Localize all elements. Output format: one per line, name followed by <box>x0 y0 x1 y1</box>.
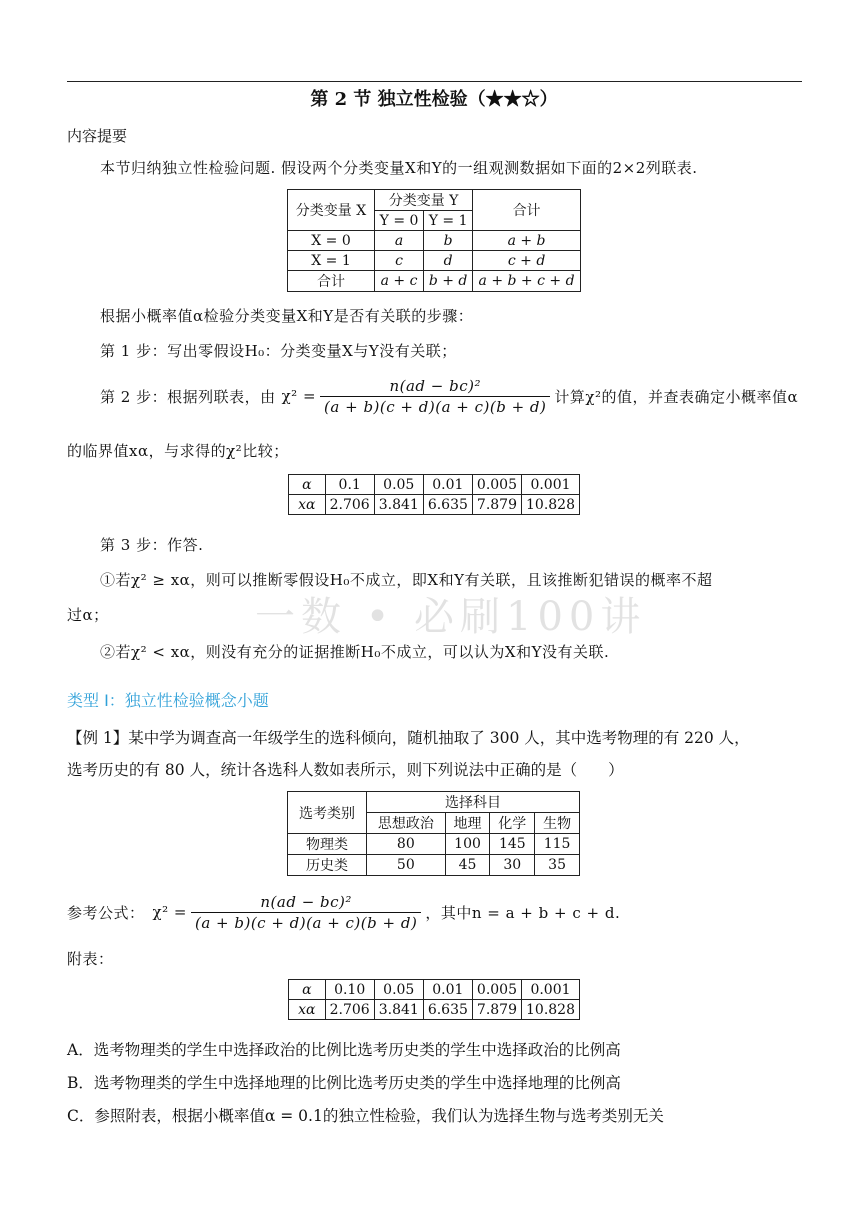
cell: 100 <box>445 834 490 855</box>
chi-square-symbol-2: χ² = <box>152 903 187 921</box>
option-c: C．参照附表，根据小概率值α = 0.1的独立性检验，我们认为选择生物与选考类别无关 <box>67 1107 664 1125</box>
example-line-1: 【例 1】某中学为调查高一年级学生的选科倾向，随机抽取了 300 人，其中选考物理的有 220 人， <box>67 729 750 747</box>
cell: 2.706 <box>325 495 374 515</box>
cell: 35 <box>535 855 580 876</box>
cell: 0.1 <box>325 475 374 495</box>
cell: b <box>424 231 473 251</box>
cell: 50 <box>367 855 446 876</box>
cell: 10.828 <box>522 495 580 515</box>
chi-square-formula <box>320 376 550 417</box>
cell: c + d <box>473 251 581 271</box>
option-b: B．选考物理类的学生中选择地理的比例比选考历史类的学生中选择地理的比例高 <box>67 1074 621 1092</box>
header-subject: 生物 <box>535 813 580 834</box>
cell: 80 <box>367 834 446 855</box>
x-alpha-label: xα <box>289 1000 326 1020</box>
example-line-2: 选考历史的有 80 人，统计各选科人数如表所示，则下列说法中正确的是（ ） <box>67 761 624 779</box>
cell: 0.01 <box>423 980 472 1000</box>
ref-formula-label: 参考公式： <box>67 903 145 922</box>
table-row <box>289 495 580 515</box>
x-alpha-label: xα <box>289 495 326 515</box>
cell: 115 <box>535 834 580 855</box>
cell: 0.005 <box>472 475 521 495</box>
cell: 0.001 <box>522 980 580 1000</box>
step-2 <box>100 375 798 417</box>
header-subject: 地理 <box>445 813 490 834</box>
cell: 7.879 <box>472 1000 521 1020</box>
table-row <box>289 475 580 495</box>
chi-square-formula-2 <box>191 892 421 933</box>
page-title: 第 2 节 独立性检验（★★☆） <box>310 89 558 110</box>
table-row <box>288 231 581 251</box>
table-row <box>288 855 580 876</box>
cell: 145 <box>490 834 535 855</box>
row-label: 历史类 <box>288 855 367 876</box>
watermark: 一数 • 必刷100讲 <box>255 594 647 640</box>
header-var-y: 分类变量 Y <box>375 190 473 211</box>
subject-table <box>287 791 580 876</box>
cell: X = 1 <box>288 251 375 271</box>
cell: X = 0 <box>288 231 375 251</box>
step-3: 第 3 步：作答. <box>100 536 204 554</box>
appendix-label: 附表： <box>67 950 114 968</box>
table-row <box>289 1000 580 1020</box>
table-row <box>288 271 581 292</box>
cell: b + d <box>424 271 473 292</box>
cell: 3.841 <box>374 1000 423 1020</box>
cell: d <box>424 251 473 271</box>
cell: 2.706 <box>325 1000 374 1020</box>
formula-numerator: n(ad − bc)² <box>320 376 550 397</box>
ref-formula-tail: ，其中n = a + b + c + d. <box>425 903 621 922</box>
cell: 6.635 <box>423 495 472 515</box>
chi-square-symbol: χ² = <box>281 387 317 405</box>
header-var-x: 分类变量 X <box>288 190 375 231</box>
header-subject: 思想政治 <box>367 813 446 834</box>
cell: a + c <box>375 271 424 292</box>
header-y1: Y = 1 <box>424 211 473 231</box>
type-heading: 类型 I：独立性检验概念小题 <box>67 691 269 710</box>
cell: 0.005 <box>472 980 521 1000</box>
cell: 0.10 <box>325 980 374 1000</box>
cell: a <box>375 231 424 251</box>
cell: 0.05 <box>374 475 423 495</box>
header-corner: 选考类别 <box>288 792 367 834</box>
step-2-suffix: 计算χ²的值，并查表确定小概率值α <box>554 387 799 406</box>
row-label: 物理类 <box>288 834 367 855</box>
table-row <box>288 834 580 855</box>
cell: 0.05 <box>374 980 423 1000</box>
cell: 10.828 <box>522 1000 580 1020</box>
table-row <box>289 980 580 1000</box>
step-2-line-2: 的临界值xα，与求得的χ²比较； <box>67 442 289 460</box>
cell: 3.841 <box>374 495 423 515</box>
cell: 30 <box>490 855 535 876</box>
alpha-label: α <box>289 980 326 1000</box>
cell: 7.879 <box>472 495 521 515</box>
cell: a + b <box>473 231 581 251</box>
cell: a + b + c + d <box>473 271 581 292</box>
header-subject: 化学 <box>490 813 535 834</box>
contingency-table <box>287 189 581 292</box>
header-total: 合计 <box>473 190 581 231</box>
step-1: 第 1 步：写出零假设H₀：分类变量X与Y没有关联； <box>100 342 457 360</box>
cell: 0.001 <box>522 475 580 495</box>
case-2: ②若χ² < xα，则没有充分的证据推断H₀不成立，可以认为X和Y没有关联. <box>100 643 610 661</box>
formula-denominator-2: (a + b)(c + d)(a + c)(b + d) <box>194 913 418 932</box>
option-a: A．选考物理类的学生中选择政治的比例比选考历史类的学生中选择政治的比例高 <box>67 1041 621 1059</box>
cell: 45 <box>445 855 490 876</box>
top-rule <box>67 81 802 82</box>
intro-text: 本节归纳独立性检验问题. 假设两个分类变量X和Y的一组观测数据如下面的2×2列联表. <box>100 159 698 177</box>
cell: 0.01 <box>423 475 472 495</box>
step-2-prefix: 第 2 步：根据列联表，由 <box>100 387 276 406</box>
formula-numerator-2: n(ad − bc)² <box>191 892 421 913</box>
reference-formula <box>67 889 620 935</box>
steps-intro: 根据小概率值α检验分类变量X和Y是否有关联的步骤： <box>100 307 474 325</box>
critical-value-table-2 <box>288 979 580 1020</box>
header-y0: Y = 0 <box>375 211 424 231</box>
cell: c <box>375 251 424 271</box>
case-1-line-2: 过α； <box>67 606 109 624</box>
table-row <box>288 251 581 271</box>
alpha-label: α <box>289 475 326 495</box>
summary-heading: 内容提要 <box>67 127 128 145</box>
header-group: 选择科目 <box>367 792 580 813</box>
case-1-line-1: ①若χ² ≥ xα，则可以推断零假设H₀不成立，即X和Y有关联，且该推断犯错误的概率不超 <box>100 571 713 589</box>
cell: 合计 <box>288 271 375 292</box>
cell: 6.635 <box>423 1000 472 1020</box>
critical-value-table <box>288 474 580 515</box>
formula-denominator: (a + b)(c + d)(a + c)(b + d) <box>324 397 547 416</box>
